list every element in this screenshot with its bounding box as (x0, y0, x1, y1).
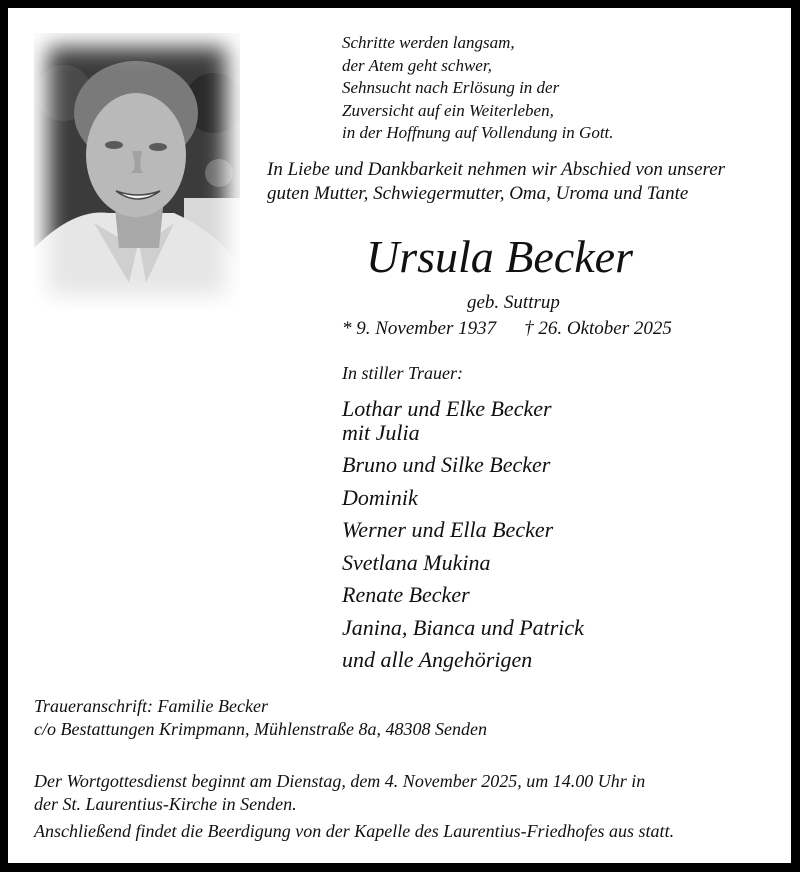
address-line: c/o Bestattungen Krimpmann, Mühlenstraße 8a, 48308 Senden (34, 719, 487, 739)
death-date: † 26. Oktober 2025 (524, 318, 672, 339)
poem-line: Sehnsucht nach Erlösung in der (342, 78, 560, 97)
intro-line: guten Mutter, Schwiegermutter, Oma, Uroma und Tante (267, 183, 689, 204)
maiden-name: geb. Suttrup (467, 292, 560, 313)
life-dates (342, 318, 672, 340)
farewell-intro (267, 158, 725, 206)
mourner: Bruno und Silke Becker (342, 452, 551, 477)
birth-date: * 9. November 1937 (342, 318, 497, 339)
mourner: Dominik (342, 484, 418, 510)
poem-line: der Atem geht schwer, (342, 55, 492, 75)
mourner: Werner und Ella Becker (342, 517, 554, 542)
poem-line: Zuversicht auf ein Weiterleben, (342, 100, 554, 120)
portrait-photo (34, 33, 240, 309)
burial-info: Anschließend findet die Beerdigung von der Kapelle des Laurentius-Friedhofes aus statt. (34, 821, 675, 841)
deceased-name: Ursula Becker (366, 231, 633, 282)
service-info (34, 770, 674, 843)
mourning-address (34, 695, 487, 741)
obituary-notice (8, 8, 791, 863)
service-line: der St. Laurentius-Kirche in Senden. (34, 794, 297, 814)
mourners-list (342, 397, 584, 677)
mourner: Lothar und Elke Becker (342, 396, 552, 421)
mourner: Renate Becker (342, 582, 470, 607)
intro-line: In Liebe und Dankbarkeit nehmen wir Abschied von unserer (267, 159, 726, 180)
poem-line: Schritte werden langsam, (342, 33, 515, 52)
address-line: Traueranschrift: Familie Becker (34, 696, 268, 716)
mourning-label: In stiller Trauer: (342, 363, 464, 383)
poem (342, 32, 614, 145)
service-line: Der Wortgottesdienst beginnt am Dienstag, dem 4. November 2025, um 14.00 Uhr in (34, 771, 646, 791)
mourner: und alle Angehörigen (342, 647, 533, 672)
poem-line: in der Hoffnung auf Vollendung in Gott. (342, 123, 614, 142)
mourner: Svetlana Mukina (342, 549, 491, 575)
photo-vignette (34, 33, 240, 309)
mourner: mit Julia (342, 420, 420, 445)
mourner: Janina, Bianca und Patrick (342, 614, 584, 640)
